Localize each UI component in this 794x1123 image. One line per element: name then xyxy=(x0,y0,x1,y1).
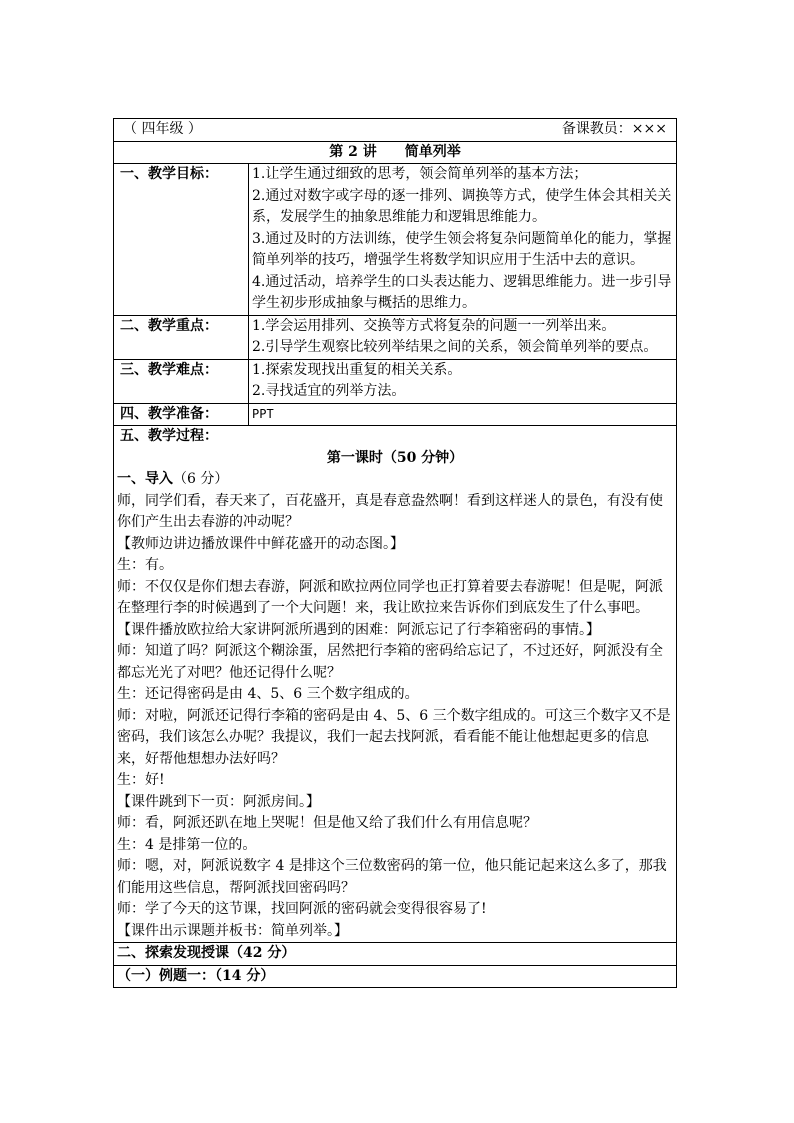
intro-heading xyxy=(117,469,673,491)
explore-heading-row xyxy=(114,943,677,966)
lesson-plan-table xyxy=(113,118,677,988)
goal-item: 3.通过及时的方法训练，使学生领会将复杂问题简单化的能力，掌握简单列举的技巧，增强学生将数学知识应用于生活中去的意识。 xyxy=(252,230,672,268)
process-paragraph: 【课件跳到下一页：阿派房间。】 xyxy=(117,793,320,810)
process-row xyxy=(114,426,677,943)
example-heading: （一）例题一：（14 分） xyxy=(114,965,677,988)
process-paragraph: 师：不仅仅是你们想去春游，阿派和欧拉两位同学也正打算着要去春游呢！但是呢，阿派在整理行李的时候遇到了一个大问题！来，我让欧拉来告诉你们到底发生了什么事吧。 xyxy=(117,578,663,616)
difficulties-content xyxy=(249,359,677,403)
process-paragraph: 生：4 是排第一位的。 xyxy=(117,836,257,853)
difficulty-item: 1.探索发现找出重复的相关关系。 xyxy=(252,361,462,378)
process-paragraph: 师：知道了吗？阿派这个糊涂蛋，居然把行李箱的密码给忘记了，不过还好，阿派没有全都忘光光了对吧？他还记得什么呢？ xyxy=(117,643,663,681)
key-point-item: 2.引导学生观察比较列举结果之间的关系，领会简单列举的要点。 xyxy=(252,339,658,355)
header-row xyxy=(114,119,677,142)
process-content xyxy=(114,426,677,943)
key-points-content xyxy=(249,315,677,359)
goals-row xyxy=(114,164,677,316)
session-title: 第一课时（50 分钟） xyxy=(326,449,464,466)
preparation-row xyxy=(114,403,677,426)
difficulties-label: 三、教学难点： xyxy=(114,359,249,403)
process-paragraph: 师：对啦，阿派还记得行李箱的密码是由 4、5、6 三个数字组成的。可这三个数字又不是密码，我们该怎么办呢？我提议，我们一起去找阿派，看看能不能让他想起更多的信息来，好帮他想想办法好吗？ xyxy=(117,707,671,767)
key-points-label: 二、教学重点： xyxy=(114,315,249,359)
process-paragraph: 生：还记得密码是由 4、5、6 三个数字组成的。 xyxy=(117,686,419,702)
key-point-item: 1.学会运用排列、交换等方式将复杂的问题一一列举出来。 xyxy=(252,317,616,334)
goals-content xyxy=(249,164,677,316)
preparation-value: PPT xyxy=(249,403,677,426)
title-row xyxy=(114,141,677,164)
teacher-label: 备课教员：××× xyxy=(561,121,668,137)
process-paragraph: 【课件出示课题并板书：简单列举。】 xyxy=(117,922,348,939)
process-label: 五、教学过程： xyxy=(120,428,218,444)
process-paragraph: 师：学了今天的这节课，找回阿派的密码就会变得很容易了! xyxy=(117,901,487,917)
process-paragraph: 师：嗯，对，阿派说数字 4 是排这个三位数密码的第一位，他只能记起来这么多了，那我们能用这些信息，帮阿派找回密码吗？ xyxy=(117,858,667,896)
process-paragraph: 【教师边讲边播放课件中鲜花盛开的动态图。】 xyxy=(117,535,404,552)
intro-heading-title: 一、导入 xyxy=(117,471,173,487)
example-row xyxy=(114,965,677,988)
goal-item: 1.让学生通过细致的思考，领会简单列举的基本方法； xyxy=(252,166,588,182)
goal-item: 4.通过活动，培养学生的口头表达能力、逻辑思维能力。进一步引导学生初步形成抽象与概括的思维力。 xyxy=(252,273,672,311)
goal-item: 2.通过对数字或字母的逐一排列、调换等方式，使学生体会其相关关系，发展学生的抽象思维能力和逻辑思维能力。 xyxy=(252,187,672,225)
process-paragraph: 生：好! xyxy=(117,772,165,788)
preparation-label: 四、教学准备： xyxy=(114,403,249,426)
lesson-name: 简单列举 xyxy=(404,143,461,160)
goals-label: 一、教学目标： xyxy=(114,164,249,316)
difficulty-item: 2.寻找适宜的列举方法。 xyxy=(252,383,406,399)
process-paragraph: 【课件播放欧拉给大家讲阿派所遇到的困难：阿派忘记了行李箱密码的事情。】 xyxy=(117,621,600,638)
intro-heading-time: （6 分） xyxy=(173,471,229,487)
process-paragraph: 师：看，阿派还趴在地上哭呢！但是他又给了我们什么有用信息呢？ xyxy=(117,815,537,831)
key-points-row xyxy=(114,315,677,359)
lesson-plan-sheet xyxy=(113,118,676,988)
process-paragraph: 师，同学们看，春天来了，百花盛开，真是春意盎然啊！看到这样迷人的景色，有没有使你们产生出去春游的冲动呢？ xyxy=(117,492,663,530)
explore-heading: 二、探索发现授课（42 分） xyxy=(114,943,677,966)
grade-label: （ 四年级 ） xyxy=(123,121,202,137)
process-paragraph: 生：有。 xyxy=(117,557,173,573)
difficulties-row xyxy=(114,359,677,403)
lesson-number: 第 2 讲 xyxy=(329,143,377,160)
